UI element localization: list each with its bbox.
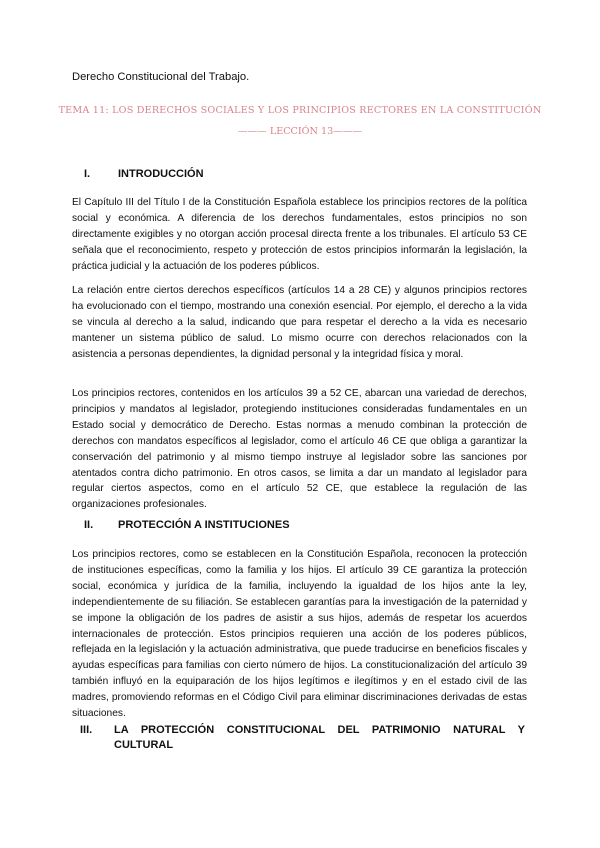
section-number: I. [84,168,91,180]
paragraph: La relación entre ciertos derechos específicos (artículos 14 a 28 CE) y algunos principios rectores ha evolucionado con el tiempo, mostrando una conexión esencial. Por ejemplo, el derecho a la vida se vincula al derecho a la salud, indicando que para respetar el derecho a la vida es necesario mantener un sistema público de salud. Lo mismo ocurre con derechos relacionados con la asistencia a personas dependientes, la dignidad personal y la integridad física y moral. [72,285,527,360]
lesson-subtitle: ——— LECCIÓN 13——— [238,126,362,137]
section-heading-patrimonio [80,723,525,753]
paragraph: El Capítulo III del Título I de la Constitución Española establece los principios rectores de la política social y económica. A diferencia de los derechos fundamentales, estos principios no son directamente exigibles y no otorgan acción procesal directa frente a los tribunales. El artículo 53 CE señala que el reconocimiento, respeto y protección de estos principios informarán la legislación, la práctica judicial y la actuación de los poderes públicos. [72,197,527,272]
paragraph: Los principios rectores, como se establecen en la Constitución Española, reconocen la protección de instituciones específicas, como la familia y los hijos. El artículo 39 CE garantiza la protección social, económica y jurídica de la familia, incluyendo la igualdad de los hijos ante la ley, independientemente de su filiación. Se establecen garantías para la investigación de la paternidad y se impone la obligación de los padres de asistir a sus hijos, además de respetar los acuerdos internacionales de protección. Estos principios requieren una acción de los poderes públicos, reflejada en la legislación y la actuación administrativa, que puede traducirse en beneficios fiscales y ayudas específicas para familias con cierto número de hijos. La constitucionalización del artículo 39 también influyó en la equiparación de los hijos legítimos e ilegítimos y en el estado civil de las madres, promoviendo reformas en el Código Civil para eliminar discriminaciones derivadas de estas situaciones. [72,549,527,720]
section-heading-proteccion-instituciones [84,518,524,533]
section-number: II. [84,519,94,531]
lesson-title: TEMA 11: LOS DERECHOS SOCIALES Y LOS PRINCIPIOS RECTORES EN LA CONSTITUCIÓN [58,105,542,116]
section-title: INTRODUCCIÓN [118,168,204,180]
section-title [114,723,525,753]
section-title: PROTECCIÓN A INSTITUCIONES [118,519,290,531]
section-title-line-1: LA PROTECCIÓN CONSTITUCIONAL DEL PATRIMONIO NATURAL Y [114,724,525,736]
section-title-line-2: CULTURAL [114,739,174,751]
course-name: Derecho Constitucional del Trabajo. [72,71,250,83]
section-heading-introduccion [84,167,524,182]
section-number: III. [80,724,93,736]
paragraph: Los principios rectores, contenidos en los artículos 39 a 52 CE, abarcan una variedad de derechos, principios y mandatos al legislador, protegiendo instituciones consideradas fundamentales en un Estado social y democrático de Derecho. Estas normas a menudo combinan la protección de derechos con mandatos específicos al legislador, como el artículo 46 CE que obliga a garantizar la conservación del patrimonio y al mismo tiempo instruye al legislador sobre las sanciones por atentados contra dicho patrimonio. En otros casos, se limita a dar un mandato al legislador para regular ciertos aspectos, como en el artículo 52 CE, que establece la regulación de las organizaciones profesionales. [72,388,527,511]
